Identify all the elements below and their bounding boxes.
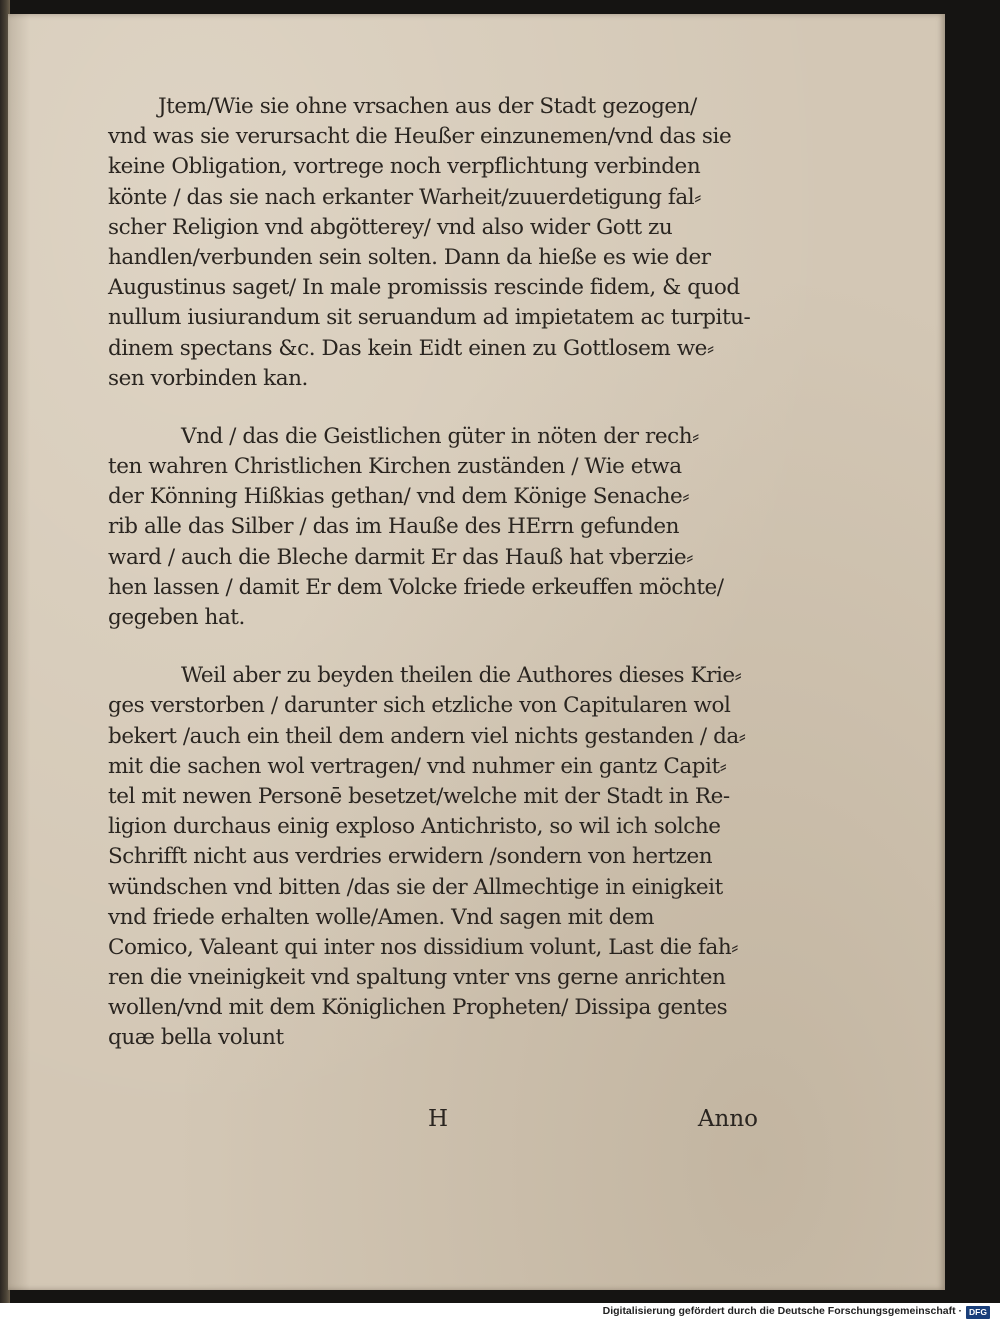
text-line: Vnd / das die Geistlichen güter in nöten der rech⸗	[181, 423, 699, 449]
text-line: quæ bella volunt	[108, 1025, 284, 1051]
signature-mark: H	[428, 1106, 449, 1132]
text-line: tel mit newen Personē besetzet/welche mit der Stadt in Re-	[108, 783, 730, 809]
text-line: Augustinus saget/ In male promissis rescinde fidem, & quod	[108, 275, 740, 301]
text-line: könte / das sie nach erkanter Warheit/zuuerdetigung fal⸗	[108, 184, 701, 210]
text-line: Comico, Valeant qui inter nos dissidium volunt, Last die fah⸗	[108, 934, 738, 960]
dfg-logo-icon: DFG	[966, 1306, 990, 1319]
text-line: Jtem/Wie sie ohne vrsachen aus der Stadt gezogen/	[158, 94, 697, 119]
page-footer-row	[108, 1106, 768, 1140]
text-line: nullum iusiurandum sit seruandum ad impietatem ac turpitu-	[108, 305, 751, 331]
paragraph-gap	[108, 394, 768, 422]
text-line: bekert /auch ein theil dem andern viel nichts gestanden / da⸗	[108, 723, 746, 749]
paragraph-gap	[108, 633, 768, 661]
catchword: Anno	[697, 1106, 758, 1132]
funding-credit: Digitalisierung gefördert durch die Deutsche Forschungsgemeinschaft ·	[602, 1305, 962, 1317]
text-line: Schrifft nicht aus verdries erwidern /sondern von hertzen	[108, 844, 713, 870]
text-line: der Könning Hißkias gethan/ vnd dem Könige Senache⸗	[108, 484, 690, 510]
text-line: ligion durchaus einig exploso Antichristo, so wil ich solche	[108, 814, 721, 840]
text-line: scher Religion vnd abgötterey/ vnd also wider Gott zu	[108, 214, 673, 240]
book-page	[8, 14, 945, 1290]
text-line: ten wahren Christlichen Kirchen zuständen / Wie etwa	[108, 454, 682, 480]
text-line: Weil aber zu beyden theilen die Authores dieses Krie⸗	[181, 663, 742, 689]
text-line: vnd friede erhalten wolle/Amen. Vnd sagen mit dem	[108, 904, 655, 930]
text-line: hen lassen / damit Er dem Volcke friede erkeuffen möchte/	[108, 574, 724, 600]
text-line: keine Obligation, vortrege noch verpflichtung verbinden	[108, 154, 701, 180]
text-line: gegeben hat.	[108, 605, 245, 630]
text-line: ren die vneinigkeit vnd spaltung vnter vns gerne anrichten	[108, 965, 726, 991]
text-line: handlen/verbunden sein solten. Dann da hieße es wie der	[108, 244, 711, 270]
text-line: vnd was sie verursacht die Heußer einzunemen/vnd das sie	[108, 124, 732, 150]
text-line: sen vorbinden kan.	[108, 365, 308, 391]
text-line: ges verstorben / darunter sich etzliche von Capitularen wol	[108, 693, 731, 719]
footer-bar	[0, 1303, 1000, 1323]
page-text	[108, 92, 768, 1054]
text-line: rib alle das Silber / das im Hauße des HErrn gefunden	[108, 514, 680, 540]
text-line: mit die sachen wol vertragen/ vnd nuhmer ein gantz Capit⸗	[108, 753, 727, 779]
text-line: ward / auch die Bleche darmit Er das Hauß hat vberzie⸗	[108, 544, 693, 570]
text-line: wollen/vnd mit dem Königlichen Propheten/ Dissipa gentes	[108, 995, 728, 1021]
text-line: dinem spectans &c. Das kein Eidt einen zu Gottlosem we⸗	[108, 335, 714, 361]
text-line: wündschen vnd bitten /das sie der Allmechtige in einigkeit	[108, 874, 723, 900]
